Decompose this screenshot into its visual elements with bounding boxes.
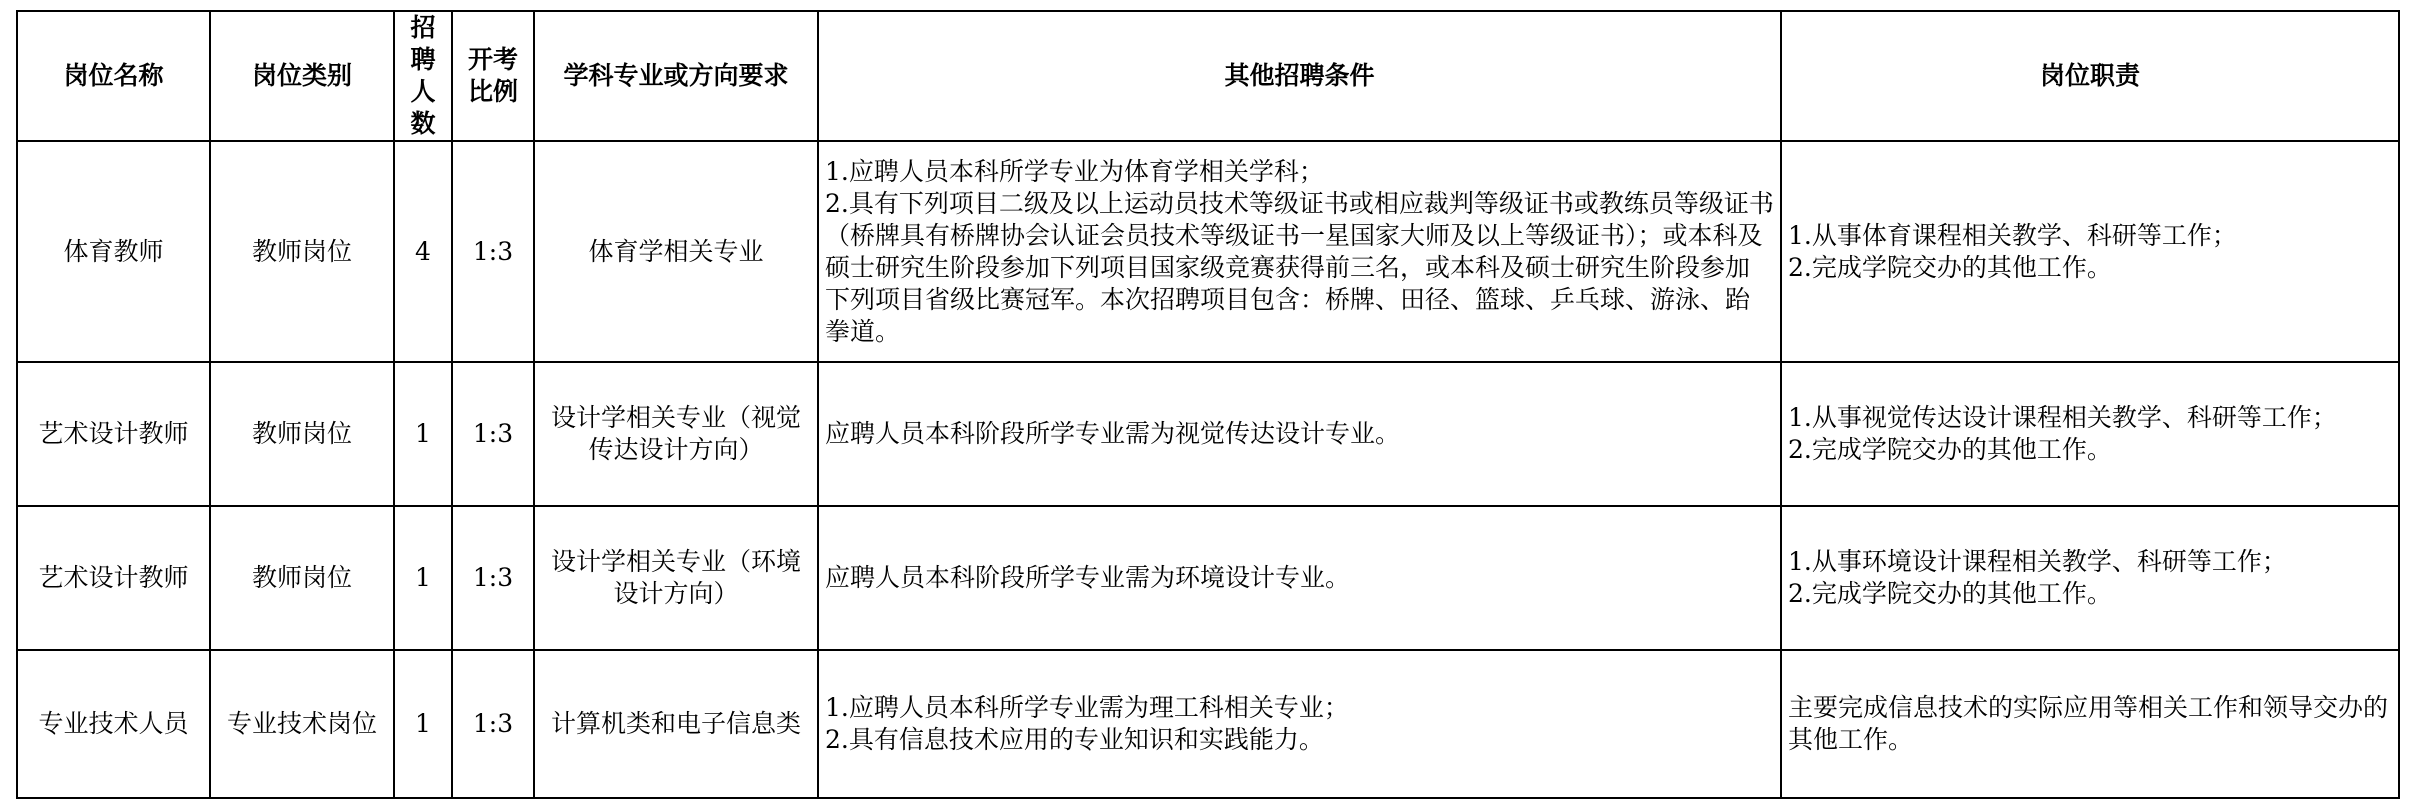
cell-duties: 主要完成信息技术的实际应用等相关工作和领导交办的其他工作。 — [1781, 650, 2399, 798]
cell-position-name: 艺术设计教师 — [17, 362, 210, 506]
cell-exam-ratio: 1:3 — [452, 141, 534, 362]
cell-duties: 1.从事视觉传达设计课程相关教学、科研等工作； 2.完成学院交办的其他工作。 — [1781, 362, 2399, 506]
header-duties: 岗位职责 — [1781, 11, 2399, 141]
cell-position-category: 专业技术岗位 — [210, 650, 394, 798]
cell-position-name: 艺术设计教师 — [17, 506, 210, 650]
header-row — [17, 11, 2399, 141]
cell-duties: 1.从事体育课程相关教学、科研等工作； 2.完成学院交办的其他工作。 — [1781, 141, 2399, 362]
recruitment-table — [16, 10, 2400, 799]
table-row — [17, 362, 2399, 506]
cell-hire-count: 1 — [394, 362, 452, 506]
cell-hire-count: 4 — [394, 141, 452, 362]
cell-major-requirement: 计算机类和电子信息类 — [534, 650, 818, 798]
cell-hire-count: 1 — [394, 650, 452, 798]
cell-other-conditions: 应聘人员本科阶段所学专业需为视觉传达设计专业。 — [818, 362, 1781, 506]
cell-other-conditions: 1.应聘人员本科所学专业为体育学相关学科； 2.具有下列项目二级及以上运动员技术等级证书或相应裁判等级证书或教练员等级证书（桥牌具有桥牌协会认证会员技术等级证书一星国家大师及以上等级证书）；或本科及硕士研究生阶段参加下列项目国家级竞赛获得前三名，或本科及硕士研究生阶段参加下列项目省级比赛冠军。本次招聘项目包含：桥牌、田径、篮球、乒乓球、游泳、跆拳道。 — [818, 141, 1781, 362]
cell-major-requirement: 设计学相关专业（环境设计方向） — [534, 506, 818, 650]
header-position-category: 岗位类别 — [210, 11, 394, 141]
table-row — [17, 506, 2399, 650]
cell-exam-ratio: 1:3 — [452, 650, 534, 798]
header-other-conditions: 其他招聘条件 — [818, 11, 1781, 141]
cell-duties: 1.从事环境设计课程相关教学、科研等工作； 2.完成学院交办的其他工作。 — [1781, 506, 2399, 650]
cell-position-name: 专业技术人员 — [17, 650, 210, 798]
cell-position-category: 教师岗位 — [210, 141, 394, 362]
header-major-requirement: 学科专业或方向要求 — [534, 11, 818, 141]
header-position-name: 岗位名称 — [17, 11, 210, 141]
cell-exam-ratio: 1:3 — [452, 506, 534, 650]
cell-other-conditions: 1.应聘人员本科所学专业需为理工科相关专业； 2.具有信息技术应用的专业知识和实践能力。 — [818, 650, 1781, 798]
cell-major-requirement: 体育学相关专业 — [534, 141, 818, 362]
cell-position-category: 教师岗位 — [210, 506, 394, 650]
cell-hire-count: 1 — [394, 506, 452, 650]
cell-exam-ratio: 1:3 — [452, 362, 534, 506]
header-exam-ratio: 开考 比例 — [452, 11, 534, 141]
table-row — [17, 650, 2399, 798]
cell-other-conditions: 应聘人员本科阶段所学专业需为环境设计专业。 — [818, 506, 1781, 650]
cell-major-requirement: 设计学相关专业（视觉传达设计方向） — [534, 362, 818, 506]
cell-position-name: 体育教师 — [17, 141, 210, 362]
table-row — [17, 141, 2399, 362]
header-hire-count: 招聘 人数 — [394, 11, 452, 141]
cell-position-category: 教师岗位 — [210, 362, 394, 506]
